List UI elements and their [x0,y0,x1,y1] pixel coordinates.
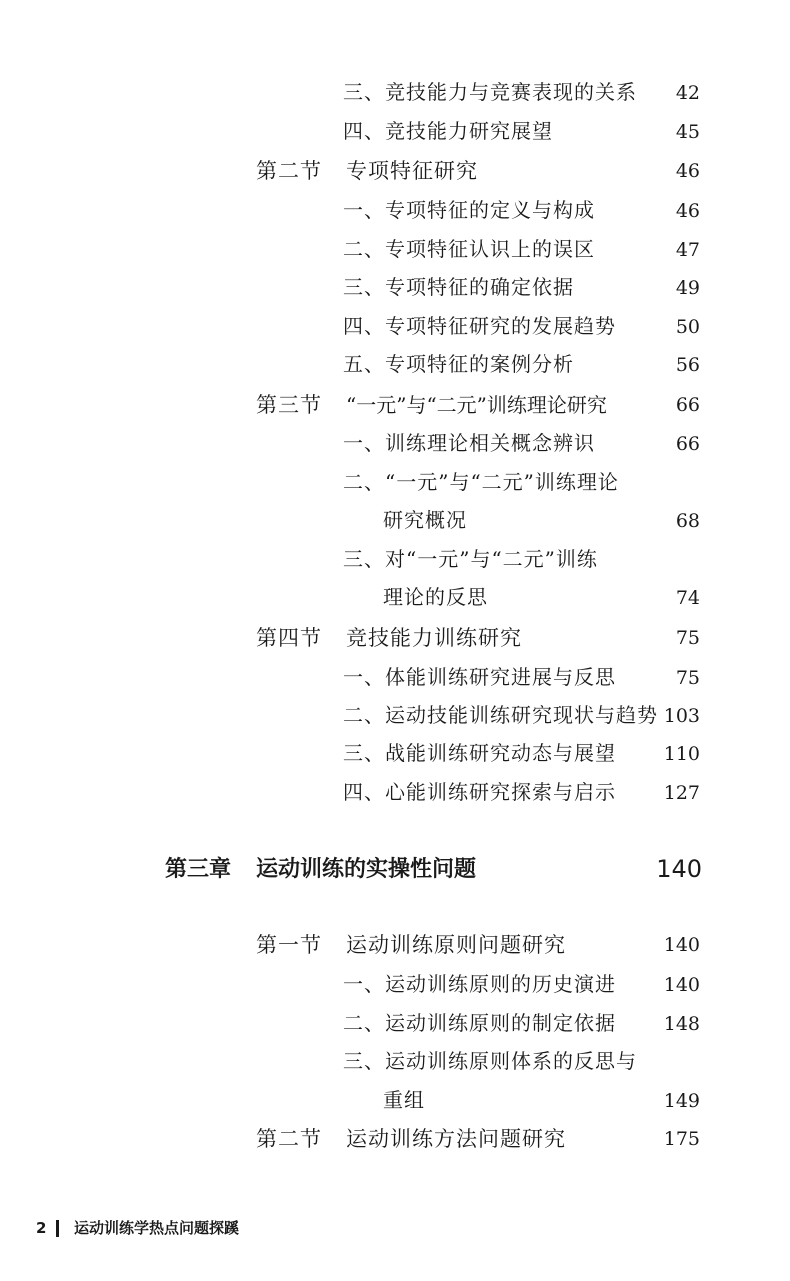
toc-entry-text: 四、专项特征研究的发展趋势 [343,314,616,338]
toc-entry-text: 四、竞技能力研究展望 [343,119,553,143]
toc-entry-page: 149 [663,1090,700,1112]
section-label: 第二节 [256,1127,322,1151]
section-title: 运动训练方法问题研究 [346,1127,566,1151]
section-page: 175 [663,1128,700,1150]
toc-entry-page: 74 [675,587,700,609]
chapter-page: 140 [656,855,702,883]
toc-entry-text: 四、心能训练研究探索与启示 [343,780,616,804]
toc-entry-page: 140 [663,974,700,996]
section-page: 46 [675,160,700,182]
toc-entry-page: 68 [675,510,700,532]
toc-entry-text-line1: 三、对“一元”与“二元”训练 [343,547,598,571]
toc-entry-page: 110 [663,743,700,765]
toc-entry-text: 一、专项特征的定义与构成 [343,198,595,222]
toc-entry-page: 148 [663,1013,700,1035]
toc-entry-page: 45 [675,121,700,143]
toc-entry-page: 49 [675,277,700,299]
toc-entry-page: 75 [675,667,700,689]
toc-entry-page: 50 [675,316,700,338]
section-page: 75 [675,627,700,649]
toc-entry-text: 二、专项特征认识上的误区 [343,237,595,261]
toc-entry-text-line2: 重组 [383,1088,425,1112]
section-label: 第二节 [256,159,322,183]
toc-entry-text-line2: 理论的反思 [383,585,488,609]
section-page: 140 [663,934,700,956]
section-title: 竞技能力训练研究 [346,626,522,650]
toc-entry-page: 103 [663,705,700,727]
section-label: 第四节 [256,626,322,650]
toc-entry-page: 46 [675,200,700,222]
footer-divider [56,1220,59,1237]
toc-entry-text: 三、专项特征的确定依据 [343,275,574,299]
toc-entry-page: 42 [675,82,700,104]
toc-entry-text: 一、运动训练原则的历史演进 [343,972,616,996]
toc-entry-text: 一、训练理论相关概念辨识 [343,431,595,455]
footer-book-title: 运动训练学热点问题探蹊 [74,1219,240,1237]
footer-page-number: 2 [36,1219,47,1237]
toc-entry-text: 三、竞技能力与竞赛表现的关系 [343,80,637,104]
toc-entry-page: 66 [675,433,700,455]
toc-entry-text: 二、运动训练原则的制定依据 [343,1011,616,1035]
section-title: “一元”与“二元”训练理论研究 [346,393,607,417]
toc-entry-page: 127 [663,782,700,804]
toc-entry-text: 二、运动技能训练研究现状与趋势 [343,703,658,727]
toc-entry-text-line2: 研究概况 [383,508,467,532]
toc-entry-text-line1: 二、“一元”与“二元”训练理论 [343,470,619,494]
toc-entry-text-line1: 三、运动训练原则体系的反思与 [343,1049,637,1073]
chapter-title: 运动训练的实操性问题 [256,857,477,882]
section-label: 第三节 [256,393,322,417]
toc-entry-text: 一、体能训练研究进展与反思 [343,665,616,689]
section-title: 专项特征研究 [346,159,478,183]
toc-entry-text: 三、战能训练研究动态与展望 [343,741,616,765]
section-label: 第一节 [256,933,322,957]
toc-entry-text: 五、专项特征的案例分析 [343,352,574,376]
section-page: 66 [675,394,700,416]
toc-entry-page: 47 [675,239,700,261]
chapter-label: 第三章 [165,857,232,882]
toc-entry-page: 56 [675,354,700,376]
section-title: 运动训练原则问题研究 [346,933,566,957]
